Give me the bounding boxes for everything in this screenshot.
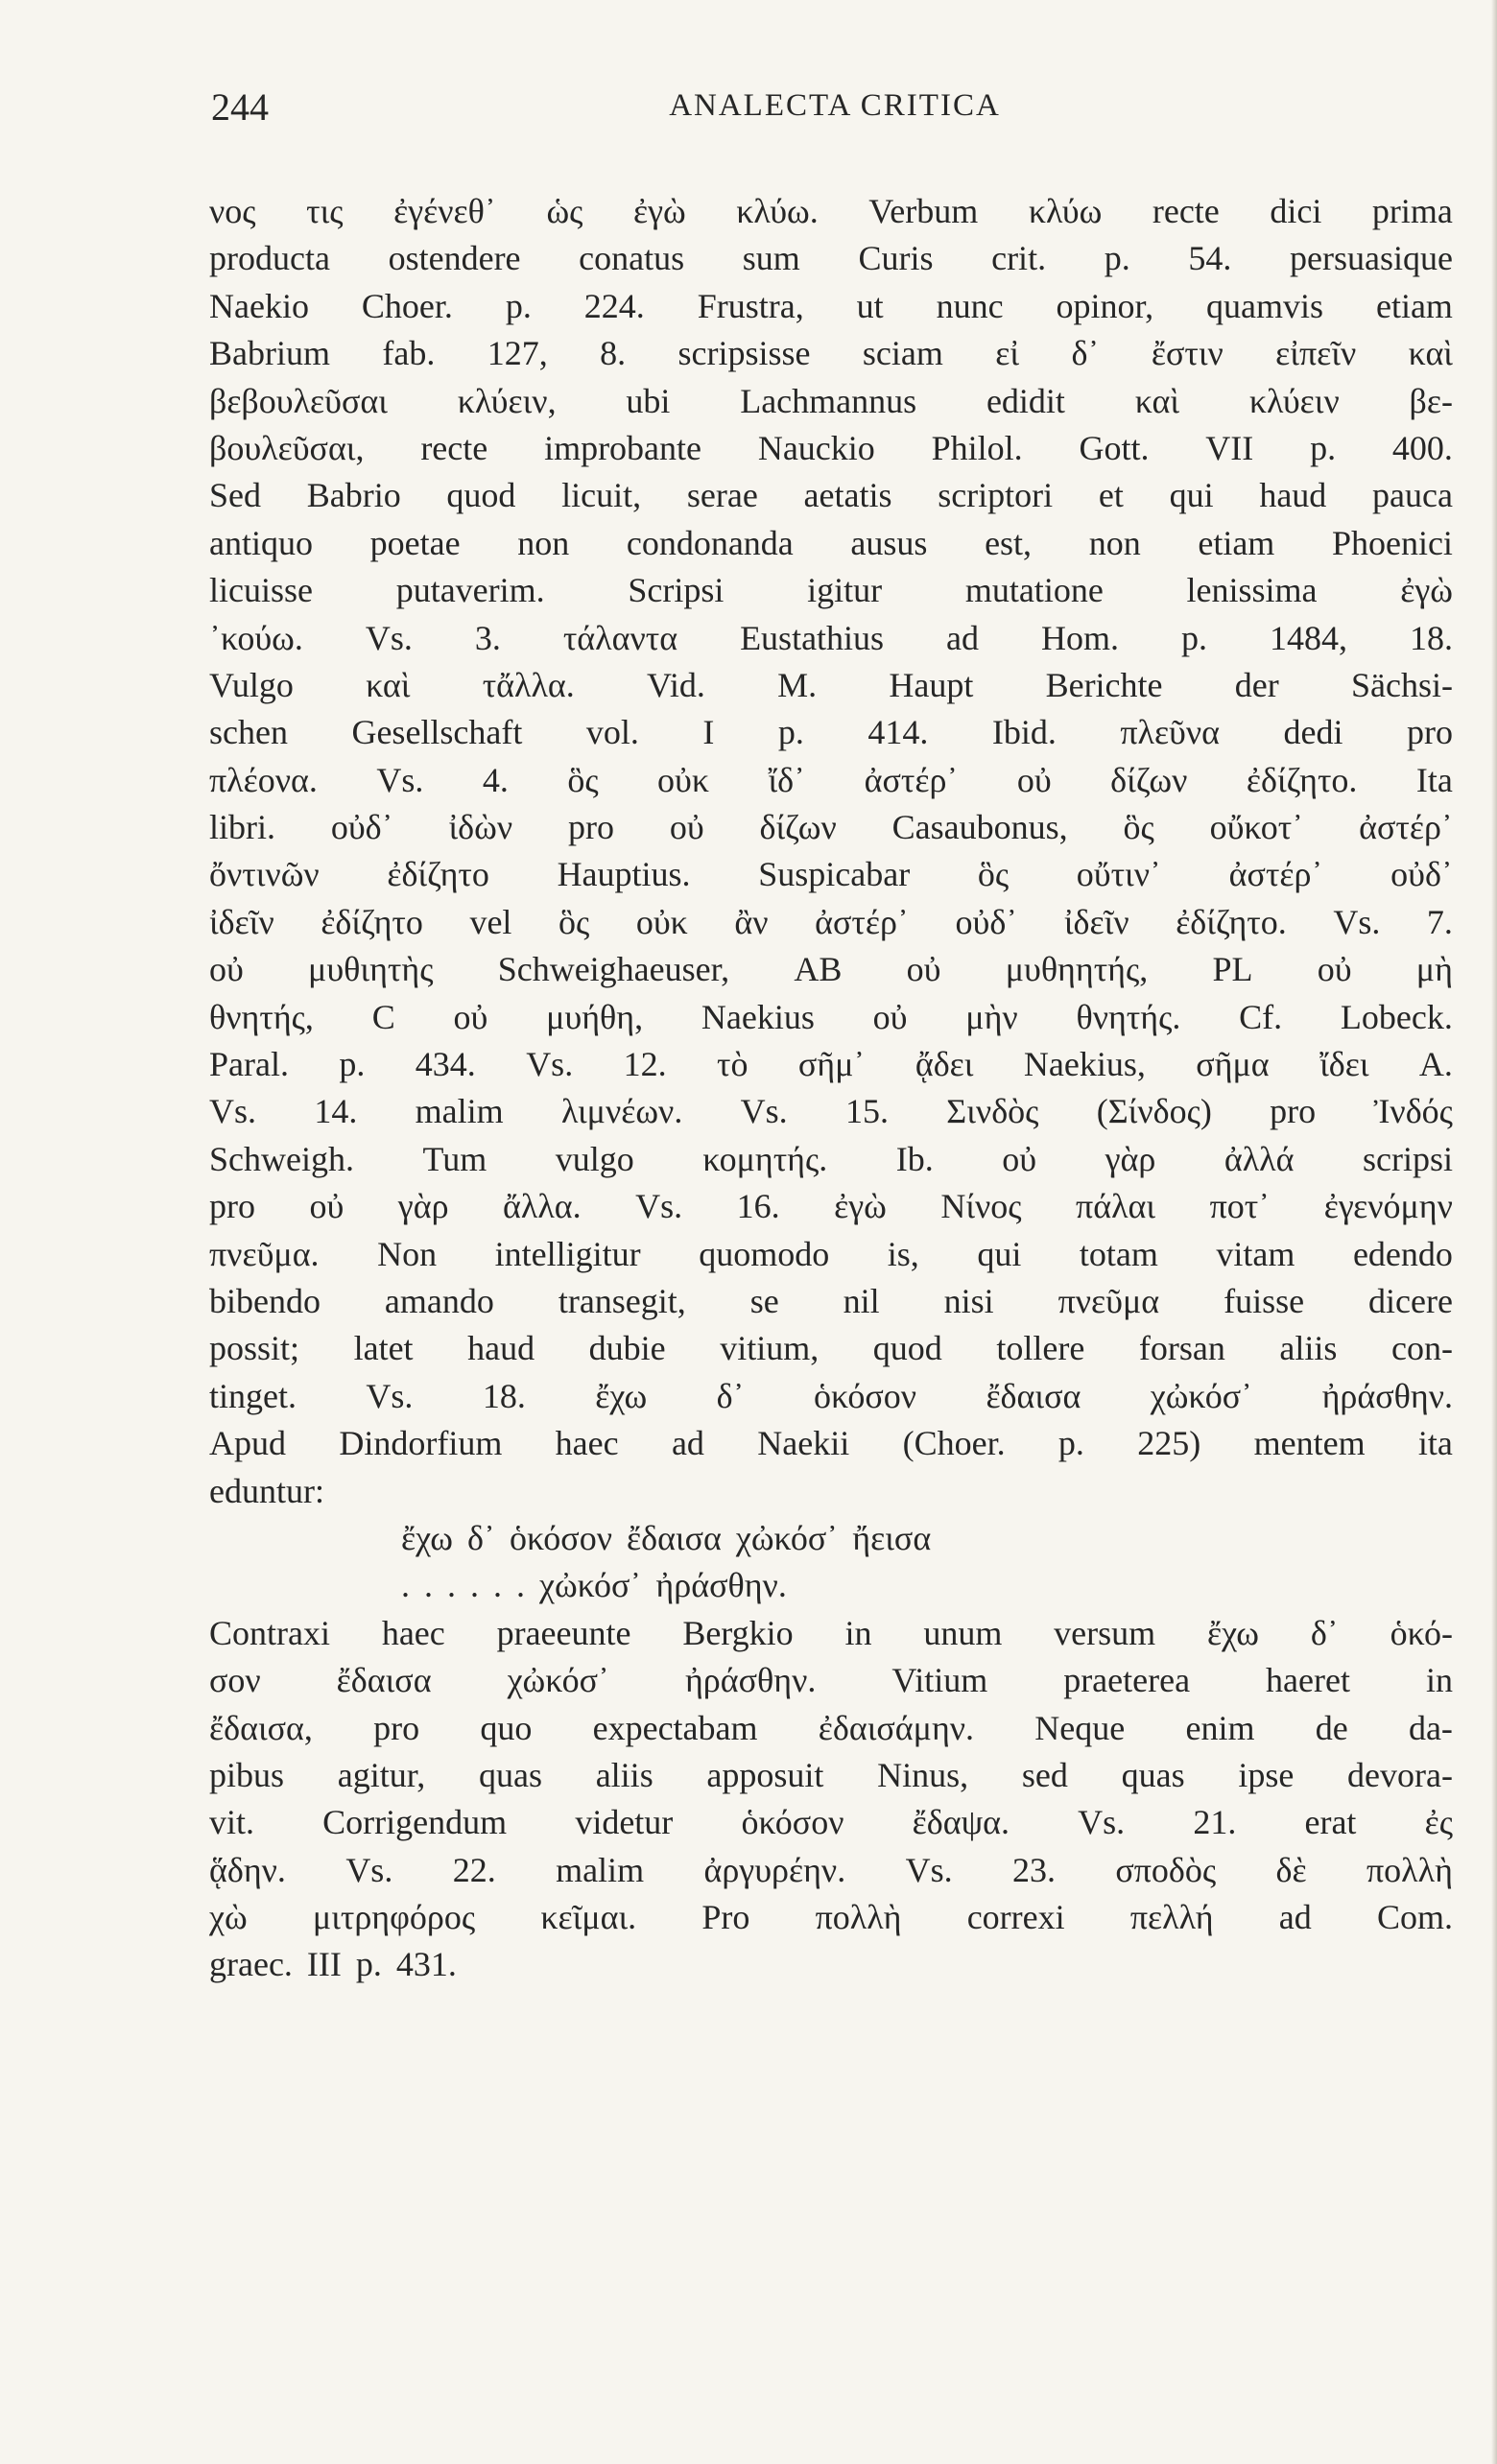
text-line: ὄντινῶν ἐδίζητο Hauptius. Suspicabar ὃς οὔτιν᾽ ἀστέρ᾽ οὐδ᾽ [209, 855, 1453, 894]
text-line: licuisse putaverim. Scripsi igitur mutatione lenissima ἐγὼ [209, 571, 1453, 610]
text-line: πνεῦμα. Non intelligitur quomodo is, qui totam vitam edendo [209, 1234, 1453, 1273]
text-line: Paral. p. 434. Vs. 12. τὸ σῆμ᾽ ᾄδει Naekius, σῆμα ἴδει A. [209, 1045, 1453, 1084]
text-line: ἔχω δ᾽ ὁκόσον ἔδαισα χὠκόσ᾽ ἤεισα [401, 1518, 932, 1557]
text-line: Naekio Choer. p. 224. Frustra, ut nunc opinor, quamvis etiam [209, 286, 1453, 325]
page-number: 244 [211, 85, 269, 129]
text-line: pro οὐ γὰρ ἄλλα. Vs. 16. ἐγὼ Νίνος πάλαι ποτ᾽ ἐγενόμην [209, 1187, 1453, 1226]
text-line: ᾅδην. Vs. 22. malim ἀργυρέην. Vs. 23. σποδὸς δὲ πολλὴ [209, 1850, 1453, 1889]
text-line: σον ἔδαισα χὠκόσ᾽ ἠράσθην. Vitium praeterea haeret in [209, 1661, 1453, 1700]
text-line: possit; latet haud dubie vitium, quod tollere forsan aliis con- [209, 1329, 1453, 1368]
text-line: οὐ μυθιητὴς Schweighaeuser, AB οὐ μυθηητής, PL οὐ μὴ [209, 950, 1453, 989]
page-edge-shadow [1491, 0, 1497, 2464]
page-header [211, 84, 1459, 132]
text-line: ἰδεῖν ἐδίζητο vel ὃς οὐκ ἂν ἀστέρ᾽ οὐδ᾽ ἰδεῖν ἐδίζητο. Vs. 7. [209, 902, 1453, 941]
text-line: Apud Dindorfium haec ad Naekii (Choer. p. 225) mentem ita [209, 1424, 1453, 1463]
text-body [209, 188, 1453, 1989]
text-line: Contraxi haec praeeunte Bergkio in unum versum ἔχω δ᾽ ὁκό- [209, 1613, 1453, 1652]
text-line: ᾽κούω. Vs. 3. τάλαντα Eustathius ad Hom. p. 1484, 18. [209, 618, 1453, 657]
text-line: antiquo poetae non condonanda ausus est, non etiam Phoenici [209, 523, 1453, 562]
text-line: eduntur: [209, 1471, 324, 1510]
text-line: schen Gesellschaft vol. I p. 414. Ibid. πλεῦνα dedi pro [209, 713, 1453, 752]
text-line: tinget. Vs. 18. ἔχω δ᾽ ὁκόσον ἔδαισα χὠκόσ᾽ ἠράσθην. [209, 1376, 1453, 1415]
text-line: bibendo amando transegit, se nil nisi πνεῦμα fuisse dicere [209, 1281, 1453, 1320]
text-line: ἔδαισα, pro quo expectabam ἐδαισάμην. Neque enim de da- [209, 1708, 1453, 1747]
text-line: χὼ μιτρηφόρος κεῖμαι. Pro πολλὴ correxi πελλή ad Com. [209, 1898, 1453, 1937]
text-line: πλέονα. Vs. 4. ὃς οὐκ ἴδ᾽ ἀστέρ᾽ οὐ δίζων ἐδίζητο. Ita [209, 760, 1453, 799]
text-line: βουλεῦσαι, recte improbante Nauckio Philol. Gott. VII p. 400. [209, 428, 1453, 467]
text-line: libri. οὐδ᾽ ἰδὼν pro οὐ δίζων Casaubonus, ὃς οὔκοτ᾽ ἀστέρ᾽ [209, 808, 1453, 847]
text-line: . . . . . . χὠκόσ᾽ ἠράσθην. [401, 1566, 787, 1605]
text-line: Vs. 14. malim λιμνέων. Vs. 15. Σινδὸς (Σίνδος) pro Ἰνδός [209, 1092, 1453, 1131]
text-line: Schweigh. Tum vulgo κομητής. Ib. οὐ γὰρ ἀλλά scripsi [209, 1139, 1453, 1178]
text-line: graec. III p. 431. [209, 1945, 457, 1984]
running-title: ANALECTA CRITICA [669, 88, 1001, 123]
text-line: producta ostendere conatus sum Curis crit. p. 54. persuasique [209, 239, 1453, 278]
text-line: θνητής, C οὐ μυήθη, Naekius οὐ μὴν θνητής. Cf. Lobeck. [209, 997, 1453, 1036]
text-line: Sed Babrio quod licuit, serae aetatis scriptori et qui haud pauca [209, 476, 1453, 515]
text-line: vit. Corrigendum videtur ὁκόσον ἔδαψα. Vs. 21. erat ἐς [209, 1803, 1453, 1842]
text-line: νος τις ἐγένεθ᾽ ὡς ἐγὼ κλύω. Verbum κλύω recte dici prima [209, 192, 1453, 230]
text-line: Babrium fab. 127, 8. scripsisse sciam εἰ δ᾽ ἔστιν εἰπεῖν καὶ [209, 334, 1453, 373]
text-line: pibus agitur, quas aliis apposuit Ninus, sed quas ipse devora- [209, 1755, 1453, 1794]
text-line: βεβουλεῦσαι κλύειν, ubi Lachmannus edidit καὶ κλύειν βε- [209, 381, 1453, 420]
text-line: Vulgo καὶ τἄλλα. Vid. M. Haupt Berichte der Sächsi- [209, 665, 1453, 704]
